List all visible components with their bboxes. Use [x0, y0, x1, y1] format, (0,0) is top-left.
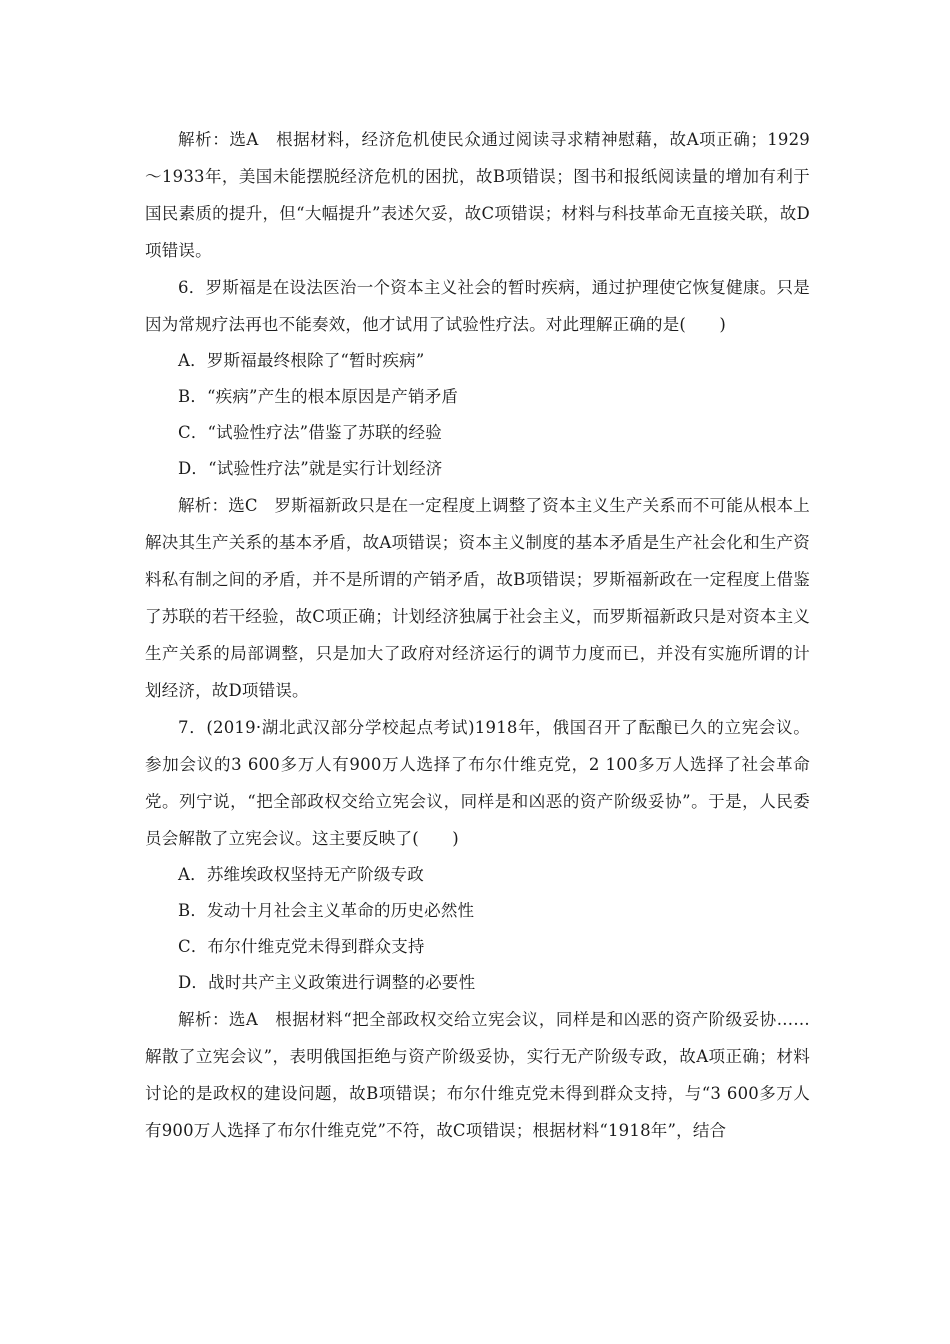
question-7-option-d: D．战时共产主义政策进行调整的必要性	[178, 973, 476, 992]
question-7-option-a: A．苏维埃政权坚持无产阶级专政	[178, 865, 424, 884]
question-7-option-b: B．发动十月社会主义革命的历史必然性	[178, 901, 475, 920]
question-7-option-c: C．布尔什维克党未得到群众支持	[178, 937, 425, 956]
question-6-option-d: D．“试验性疗法”就是实行计划经济	[178, 459, 443, 478]
question-6-option-a: A．罗斯福最终根除了“暂时疾病”	[178, 351, 425, 370]
question-7-analysis: 解析：选A 根据材料“把全部政权交给立宪会议，同样是和凶恶的资产阶级妥协……解散了立宪会议”，表明俄国拒绝与资产阶级妥协，实行无产阶级专政，故A项正确；材料讨论的是政权的建设问题，故B项错误；布尔什维克党未得到群众支持，与“3 600多万人有900万人选择了布尔什维克党”不符，故C项错误；根据材料“1918年”，结合	[145, 1010, 810, 1140]
question-6-analysis: 解析：选C 罗斯福新政只是在一定程度上调整了资本主义生产关系而不可能从根本上解决其生产关系的基本矛盾，故A项错误；资本主义制度的基本矛盾是生产社会化和生产资料私有制之间的矛盾，并不是所谓的产销矛盾，故B项错误；罗斯福新政在一定程度上借鉴了苏联的若干经验，故C项正确；计划经济独属于社会主义，而罗斯福新政只是对资本主义生产关系的局部调整，只是加大了政府对经济运行的调节力度而已，并没有实施所谓的计划经济，故D项错误。	[145, 496, 810, 700]
question-5-analysis: 解析：选A 根据材料，经济危机使民众通过阅读寻求精神慰藉，故A项正确；1929～1933年，美国未能摆脱经济危机的困扰，故B项错误；图书和报纸阅读量的增加有利于国民素质的提升，但“大幅提升”表述欠妥，故C项错误；材料与科技革命无直接关联，故D项错误。	[145, 130, 810, 260]
question-6-option-c: C．“试验性疗法”借鉴了苏联的经验	[178, 423, 442, 442]
question-7-stem: 7．(2019·湖北武汉部分学校起点考试)1918年，俄国召开了酝酿已久的立宪会议。参加会议的3 600多万人有900万人选择了布尔什维克党，2 100多万人选择了社会革命党。列宁说，“把全部政权交给立宪会议，同样是和凶恶的资产阶级妥协”。于是，人民委员会解散了立宪会议。这主要反映了( )	[145, 718, 810, 848]
document-page	[145, 121, 810, 1149]
question-6-stem: 6．罗斯福是在设法医治一个资本主义社会的暂时疾病，通过护理使它恢复健康。只是因为常规疗法再也不能奏效，他才试用了试验性疗法。对此理解正确的是( )	[145, 278, 810, 334]
question-6-option-b: B．“疾病”产生的根本原因是产销矛盾	[178, 387, 459, 406]
